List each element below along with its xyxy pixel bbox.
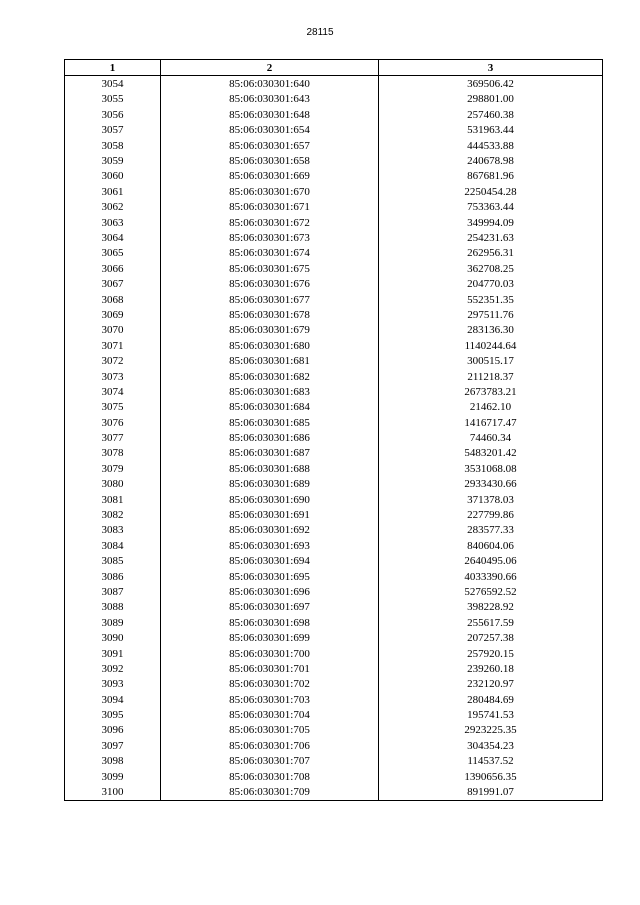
table-cell: 85:06:030301:694 xyxy=(161,554,379,569)
table-cell: 85:06:030301:654 xyxy=(161,123,379,138)
table-cell: 85:06:030301:697 xyxy=(161,600,379,615)
table-cell: 3069 xyxy=(65,307,161,322)
table-cell: 3055 xyxy=(65,92,161,107)
table-cell: 552351.35 xyxy=(379,292,603,307)
table-cell: 3078 xyxy=(65,446,161,461)
table-cell: 3095 xyxy=(65,707,161,722)
table-cell: 114537.52 xyxy=(379,754,603,769)
table-row xyxy=(65,723,603,738)
table-row xyxy=(65,677,603,692)
table-header xyxy=(65,60,603,76)
table-cell: 3093 xyxy=(65,677,161,692)
table-row xyxy=(65,692,603,707)
table-cell: 85:06:030301:690 xyxy=(161,492,379,507)
table-row xyxy=(65,261,603,276)
column-header: 1 xyxy=(65,60,161,76)
table-cell: 85:06:030301:677 xyxy=(161,292,379,307)
table-cell: 531963.44 xyxy=(379,123,603,138)
table-cell: 3096 xyxy=(65,723,161,738)
table-cell: 85:06:030301:640 xyxy=(161,76,379,92)
table-cell: 207257.38 xyxy=(379,630,603,645)
table-cell: 3064 xyxy=(65,230,161,245)
table-row xyxy=(65,276,603,291)
table-cell: 85:06:030301:672 xyxy=(161,215,379,230)
table-row xyxy=(65,630,603,645)
table-cell: 85:06:030301:693 xyxy=(161,538,379,553)
table-cell: 257460.38 xyxy=(379,107,603,122)
table-cell: 297511.76 xyxy=(379,307,603,322)
table-cell: 280484.69 xyxy=(379,692,603,707)
table-row xyxy=(65,307,603,322)
table-cell: 3531068.08 xyxy=(379,461,603,476)
table-row xyxy=(65,200,603,215)
table-row xyxy=(65,353,603,368)
table-cell: 85:06:030301:676 xyxy=(161,276,379,291)
table-cell: 255617.59 xyxy=(379,615,603,630)
table-cell: 85:06:030301:702 xyxy=(161,677,379,692)
table-cell: 3089 xyxy=(65,615,161,630)
table-cell: 2923225.35 xyxy=(379,723,603,738)
table-row xyxy=(65,123,603,138)
table-cell: 3072 xyxy=(65,353,161,368)
table-cell: 2673783.21 xyxy=(379,384,603,399)
table-cell: 85:06:030301:688 xyxy=(161,461,379,476)
table-cell: 74460.34 xyxy=(379,430,603,445)
table-cell: 85:06:030301:689 xyxy=(161,477,379,492)
table-cell: 85:06:030301:671 xyxy=(161,200,379,215)
table-row xyxy=(65,169,603,184)
table-row xyxy=(65,215,603,230)
table-cell: 867681.96 xyxy=(379,169,603,184)
header-row xyxy=(65,60,603,76)
table-cell: 85:06:030301:691 xyxy=(161,507,379,522)
table-cell: 254231.63 xyxy=(379,230,603,245)
table-cell: 3086 xyxy=(65,569,161,584)
table-cell: 3071 xyxy=(65,338,161,353)
table-cell: 85:06:030301:678 xyxy=(161,307,379,322)
table-row xyxy=(65,107,603,122)
column-header: 3 xyxy=(379,60,603,76)
table-cell: 195741.53 xyxy=(379,707,603,722)
table-cell: 85:06:030301:701 xyxy=(161,661,379,676)
table-cell: 3080 xyxy=(65,477,161,492)
table-cell: 85:06:030301:648 xyxy=(161,107,379,122)
table-row xyxy=(65,400,603,415)
table-cell: 3099 xyxy=(65,769,161,784)
table-cell: 3056 xyxy=(65,107,161,122)
table-cell: 3091 xyxy=(65,646,161,661)
table-row xyxy=(65,538,603,553)
table-cell: 362708.25 xyxy=(379,261,603,276)
table-cell: 3090 xyxy=(65,630,161,645)
table-row xyxy=(65,138,603,153)
table-cell: 85:06:030301:643 xyxy=(161,92,379,107)
table-cell: 1390656.35 xyxy=(379,769,603,784)
table-cell: 257920.15 xyxy=(379,646,603,661)
table-cell: 349994.09 xyxy=(379,215,603,230)
table-cell: 240678.98 xyxy=(379,153,603,168)
table-cell: 398228.92 xyxy=(379,600,603,615)
data-table xyxy=(64,59,603,801)
table-cell: 3067 xyxy=(65,276,161,291)
table-cell: 3098 xyxy=(65,754,161,769)
table-cell: 3074 xyxy=(65,384,161,399)
table-cell: 85:06:030301:686 xyxy=(161,430,379,445)
table-cell: 85:06:030301:658 xyxy=(161,153,379,168)
table-cell: 300515.17 xyxy=(379,353,603,368)
table-row xyxy=(65,600,603,615)
table-cell: 3094 xyxy=(65,692,161,707)
table-row xyxy=(65,584,603,599)
table-cell: 1140244.64 xyxy=(379,338,603,353)
table-row xyxy=(65,738,603,753)
table-body xyxy=(65,76,603,800)
table-row xyxy=(65,646,603,661)
table-cell: 85:06:030301:673 xyxy=(161,230,379,245)
table-cell: 4033390.66 xyxy=(379,569,603,584)
table-row xyxy=(65,292,603,307)
table-cell: 753363.44 xyxy=(379,200,603,215)
table-cell: 3066 xyxy=(65,261,161,276)
table-row xyxy=(65,415,603,430)
table-cell: 3100 xyxy=(65,784,161,800)
table-row xyxy=(65,507,603,522)
table-cell: 3054 xyxy=(65,76,161,92)
table-cell: 3065 xyxy=(65,246,161,261)
table-cell: 3062 xyxy=(65,200,161,215)
table-cell: 204770.03 xyxy=(379,276,603,291)
table-cell: 3075 xyxy=(65,400,161,415)
table-cell: 304354.23 xyxy=(379,738,603,753)
table-cell: 85:06:030301:705 xyxy=(161,723,379,738)
table-row xyxy=(65,615,603,630)
table-cell: 3083 xyxy=(65,523,161,538)
table-row xyxy=(65,246,603,261)
table-row xyxy=(65,461,603,476)
table-cell: 85:06:030301:687 xyxy=(161,446,379,461)
table-row xyxy=(65,569,603,584)
table-cell: 2933430.66 xyxy=(379,477,603,492)
table-cell: 371378.03 xyxy=(379,492,603,507)
table-cell: 3081 xyxy=(65,492,161,507)
table-cell: 85:06:030301:707 xyxy=(161,754,379,769)
table-row xyxy=(65,184,603,199)
table-cell: 239260.18 xyxy=(379,661,603,676)
table-row xyxy=(65,92,603,107)
table-cell: 85:06:030301:708 xyxy=(161,769,379,784)
table-cell: 3068 xyxy=(65,292,161,307)
table-cell: 5483201.42 xyxy=(379,446,603,461)
table-cell: 3087 xyxy=(65,584,161,599)
table-row xyxy=(65,754,603,769)
table-cell: 85:06:030301:683 xyxy=(161,384,379,399)
table-cell: 283577.33 xyxy=(379,523,603,538)
table-cell: 3082 xyxy=(65,507,161,522)
table-cell: 3092 xyxy=(65,661,161,676)
table-cell: 85:06:030301:704 xyxy=(161,707,379,722)
column-header: 2 xyxy=(161,60,379,76)
table-row xyxy=(65,153,603,168)
table-cell: 227799.86 xyxy=(379,507,603,522)
table-cell: 3060 xyxy=(65,169,161,184)
table-cell: 3097 xyxy=(65,738,161,753)
table-cell: 3061 xyxy=(65,184,161,199)
table-row xyxy=(65,384,603,399)
table-cell: 840604.06 xyxy=(379,538,603,553)
table-row xyxy=(65,523,603,538)
table-cell: 85:06:030301:692 xyxy=(161,523,379,538)
table-cell: 85:06:030301:657 xyxy=(161,138,379,153)
table-cell: 3085 xyxy=(65,554,161,569)
table-cell: 85:06:030301:695 xyxy=(161,569,379,584)
table-cell: 3070 xyxy=(65,323,161,338)
table-row xyxy=(65,661,603,676)
table-cell: 444533.88 xyxy=(379,138,603,153)
table-cell: 85:06:030301:700 xyxy=(161,646,379,661)
table-row xyxy=(65,784,603,800)
table-cell: 85:06:030301:674 xyxy=(161,246,379,261)
table-cell: 85:06:030301:675 xyxy=(161,261,379,276)
page-number: 28115 xyxy=(306,27,334,38)
table-cell: 85:06:030301:682 xyxy=(161,369,379,384)
table-row xyxy=(65,338,603,353)
table-row xyxy=(65,323,603,338)
table-cell: 232120.97 xyxy=(379,677,603,692)
table-cell: 3079 xyxy=(65,461,161,476)
table-cell: 3084 xyxy=(65,538,161,553)
table-cell: 3076 xyxy=(65,415,161,430)
table-cell: 85:06:030301:679 xyxy=(161,323,379,338)
table-cell: 3057 xyxy=(65,123,161,138)
table-cell: 85:06:030301:699 xyxy=(161,630,379,645)
table-cell: 211218.37 xyxy=(379,369,603,384)
table-cell: 85:06:030301:698 xyxy=(161,615,379,630)
table-cell: 85:06:030301:709 xyxy=(161,784,379,800)
table-cell: 298801.00 xyxy=(379,92,603,107)
table-cell: 3063 xyxy=(65,215,161,230)
table-cell: 85:06:030301:684 xyxy=(161,400,379,415)
table-cell: 85:06:030301:685 xyxy=(161,415,379,430)
table-cell: 369506.42 xyxy=(379,76,603,92)
table-row xyxy=(65,446,603,461)
table-row xyxy=(65,477,603,492)
table-cell: 85:06:030301:696 xyxy=(161,584,379,599)
table-cell: 2640495.06 xyxy=(379,554,603,569)
table-cell: 891991.07 xyxy=(379,784,603,800)
table-cell: 5276592.52 xyxy=(379,584,603,599)
table-cell: 85:06:030301:681 xyxy=(161,353,379,368)
table-cell: 262956.31 xyxy=(379,246,603,261)
table-cell: 21462.10 xyxy=(379,400,603,415)
table-cell: 3088 xyxy=(65,600,161,615)
table-cell: 3077 xyxy=(65,430,161,445)
table-row xyxy=(65,230,603,245)
table-cell: 2250454.28 xyxy=(379,184,603,199)
table-cell: 85:06:030301:680 xyxy=(161,338,379,353)
table-cell: 3059 xyxy=(65,153,161,168)
table-cell: 283136.30 xyxy=(379,323,603,338)
table-cell: 85:06:030301:706 xyxy=(161,738,379,753)
table-cell: 85:06:030301:703 xyxy=(161,692,379,707)
table-row xyxy=(65,76,603,92)
table-cell: 3073 xyxy=(65,369,161,384)
table-row xyxy=(65,707,603,722)
table-row xyxy=(65,492,603,507)
table-row xyxy=(65,369,603,384)
table-cell: 1416717.47 xyxy=(379,415,603,430)
table-row xyxy=(65,430,603,445)
table-cell: 85:06:030301:670 xyxy=(161,184,379,199)
table-row xyxy=(65,769,603,784)
table-row xyxy=(65,554,603,569)
table-cell: 3058 xyxy=(65,138,161,153)
table-cell: 85:06:030301:669 xyxy=(161,169,379,184)
